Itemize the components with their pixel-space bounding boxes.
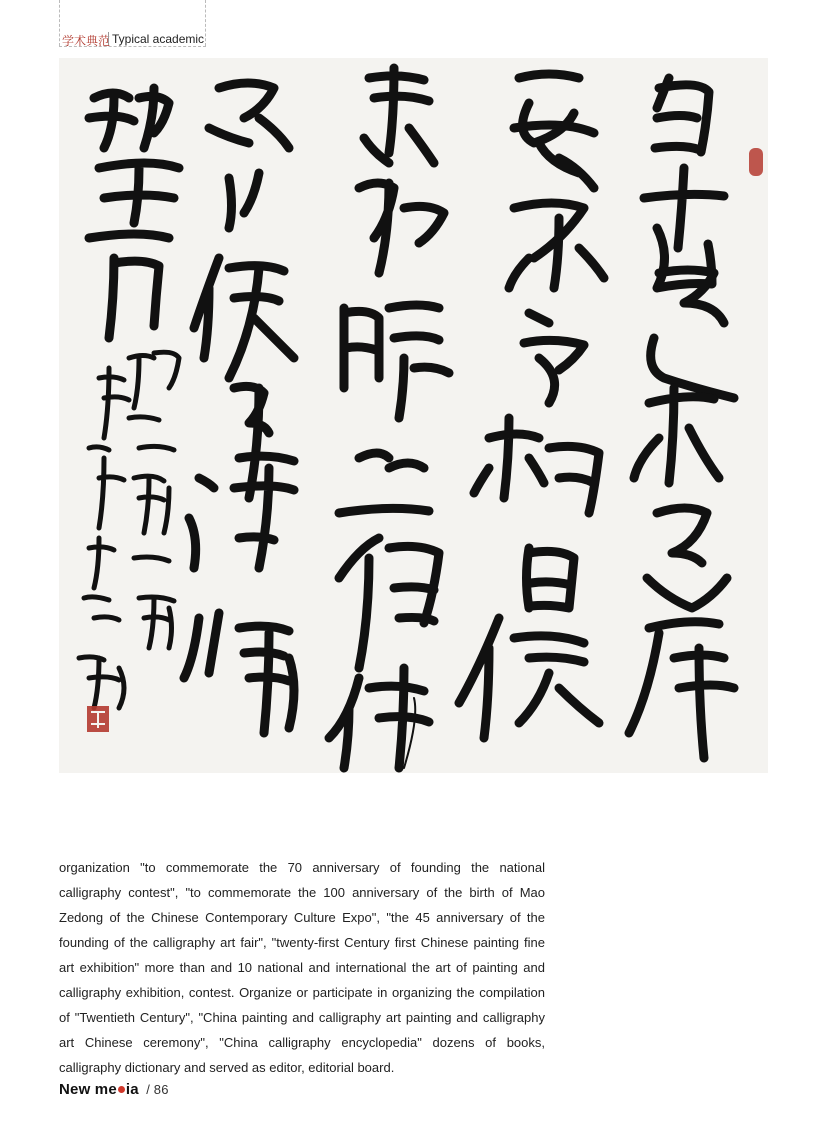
calligraphy-column-4: [184, 83, 294, 733]
header-rule-left: [59, 0, 60, 46]
seal-stamp-top: [749, 148, 763, 176]
brand-dot-icon: [118, 1086, 125, 1093]
brand-name-end: ia: [125, 1081, 139, 1098]
body-paragraph: organization "to commemorate the 70 anniversary of founding the national calligraphy contest", "to commemorate the 100 anniversary of the birth of Mao Zedong of the Chinese Contemporary Culture Expo", "the 45 anniversary of the founding of the calligraphy art fair", "twenty-first Century first Chinese painting fine art exhibition" more than and 10 national and international the art of painting and calligraphy exhibition, contest. Organize or participate in organizing the compilation of "Twentieth Century", "China painting and calligraphy art painting and calligraphy art Chinese ceremony", "China calligraphy encyclopedia" dozens of books, calligraphy dictionary and served as editor, editorial board.: [59, 860, 545, 1075]
page-number: / 86: [146, 1082, 169, 1097]
page-footer: [59, 1081, 169, 1098]
calligraphy-column-5: [89, 88, 179, 338]
header-separator: [108, 32, 109, 45]
header-rule-right: [205, 0, 206, 46]
calligraphy-drawing: [59, 58, 768, 773]
calligraphy-column-2: [459, 74, 604, 738]
section-title-english: Typical academic: [112, 32, 205, 46]
calligraphy-column-3: [329, 68, 449, 768]
calligraphy-column-1: [629, 78, 734, 758]
calligraphy-signature: [79, 352, 179, 708]
calligraphy-artwork: [59, 58, 768, 773]
section-title-chinese: 学术典范: [62, 34, 111, 48]
brand-name-start: New me: [59, 1081, 117, 1098]
